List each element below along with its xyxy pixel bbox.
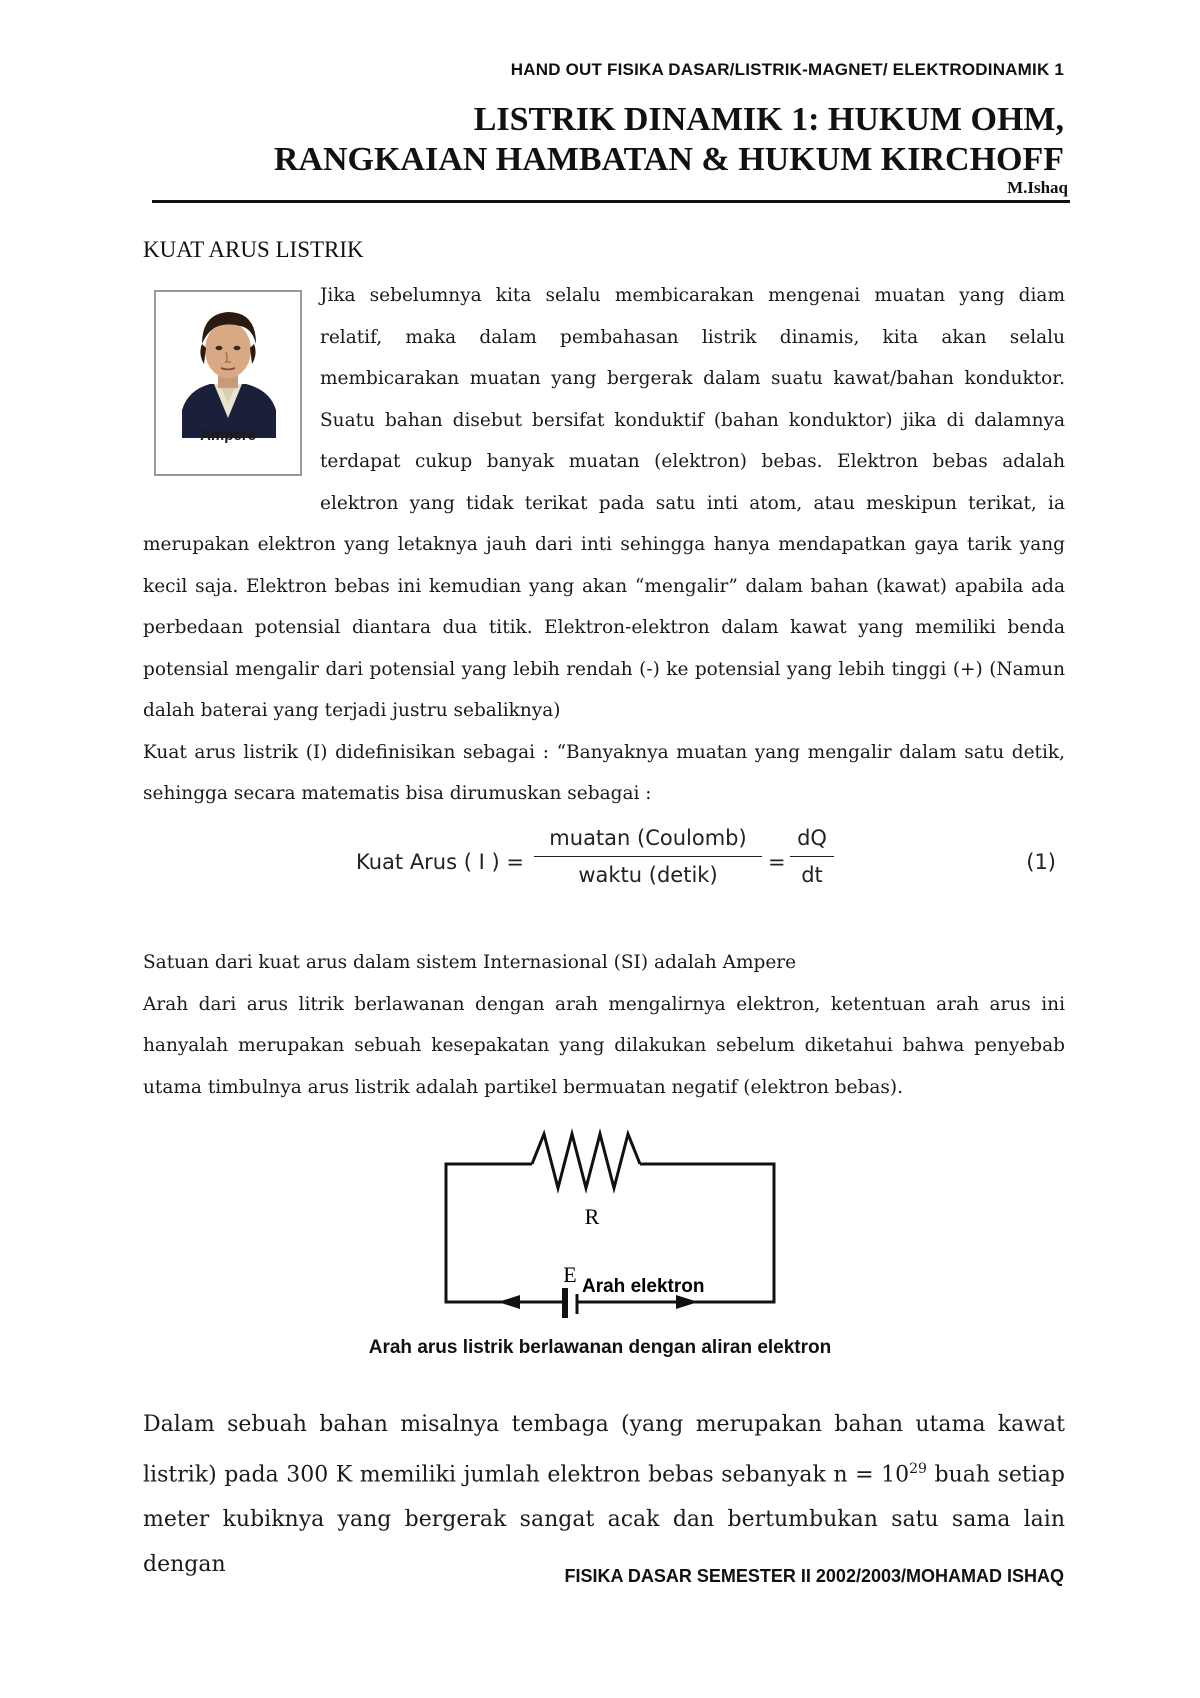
- direction-paragraph: Arah dari arus litrik berlawanan dengan arah mengalirnya elektron, ketentuan arah arus ini hanyalah merupakan sebuah kesepakatan yang dilakukan sebelum diketahui bahwa penyebab utama timbulnya arus listrik adalah partikel bermuatan negatif (elektron bebas).: [143, 993, 1065, 1098]
- equation-numerator: muatan (Coulomb): [534, 826, 762, 857]
- right-arrow-head: [676, 1295, 698, 1309]
- left-arrow-head: [498, 1295, 520, 1309]
- figure-caption: Arah arus listrik berlawanan dengan aliran elektron: [368, 1337, 832, 1358]
- current-equation: [356, 826, 1056, 896]
- resistor-zigzag: [532, 1134, 640, 1188]
- copper-text-part-2: buah setiap meter kubiknya yang bergerak sangat acak dan bertumbukan satu sama lain dengan: [143, 1462, 1065, 1578]
- page-footer: FISIKA DASAR SEMESTER II 2002/2003/MOHAMAD ISHAQ: [564, 1566, 1064, 1586]
- copper-text-part-1: Dalam sebuah bahan misalnya tembaga (yang merupakan bahan utama kawat listrik) pada 300 K memiliki jumlah elektron bebas sebanyak n = 10: [143, 1412, 1065, 1488]
- equation-numerator-2: dQ: [790, 826, 834, 857]
- copper-paragraph: [143, 1402, 1065, 1587]
- equation-lhs: Kuat Arus ( I ) =: [356, 850, 524, 874]
- si-unit-paragraph: Satuan dari kuat arus dalam sistem Internasional (SI) adalah Ampere: [143, 952, 797, 973]
- running-header: HAND OUT FISIKA DASAR/LISTRIK-MAGNET/ ELEKTRODINAMIK 1: [510, 60, 1064, 79]
- battery-label: E: [563, 1262, 577, 1287]
- circuit-wire-top-left: [446, 1164, 564, 1302]
- resistor-label: R: [584, 1204, 600, 1229]
- equation-denominator: waktu (detik): [578, 863, 718, 887]
- document-title: [164, 100, 1064, 180]
- ampere-portrait: [154, 290, 302, 476]
- title-line-1: LISTRIK DINAMIK 1: HUKUM OHM,: [473, 101, 1064, 138]
- author-name: M.Ishaq: [1007, 178, 1068, 197]
- intro-paragraph: Jika sebelumnya kita selalu membicarakan mengenai muatan yang diam relatif, maka dalam pembahasan listrik dinamis, kita akan selalu membicarakan muatan yang bergerak dalam suatu kawat/bahan konduktor. Suatu bahan disebut bersifat konduktif (bahan konduktor) jika di dalamnya terdapat cukup banyak muatan (elektron) bebas. Elektron bebas adalah elektron yang tidak terikat pada satu inti atom, atau meskipun terikat, ia merupakan elektron yang letaknya jauh dari inti sehingga hanya mendapatkan gaya tarik yang kecil saja. Elektron bebas ini kemudian yang akan “mengalir” dalam bahan (kawat) apabila ada perbedaan potensial diantara dua titik. Elektron-elektron dalam kawat yang memiliki benda potensial mengalir dari potensial yang lebih rendah (-) ke potensial yang lebih tinggi (+) (Namun dalah baterai yang terjadi justru sebaliknya): [143, 285, 1065, 721]
- equation-equals: =: [768, 850, 786, 874]
- arrow-label: Arah elektron: [582, 1276, 705, 1297]
- title-divider: [152, 200, 1070, 203]
- portrait-caption: Ampere: [200, 426, 256, 444]
- circuit-diagram: [440, 1124, 780, 1324]
- copper-exponent: 29: [909, 1461, 927, 1477]
- equation-denominator-2: dt: [801, 863, 823, 887]
- intro-paragraph-block: [143, 275, 1065, 815]
- equation-fraction-1: [534, 826, 762, 887]
- equation-fraction-2: [790, 826, 834, 887]
- equation-number: (1): [1026, 850, 1056, 874]
- unit-and-direction-block: [143, 942, 1065, 1108]
- definition-paragraph: Kuat arus listrik (I) didefinisikan sebagai : “Banyaknya muatan yang mengalir dalam satu detik, sehingga secara matematis bisa dirumuskan sebagai :: [143, 741, 1065, 804]
- title-line-2: RANGKAIAN HAMBATAN & HUKUM KIRCHOFF: [273, 141, 1064, 178]
- section-heading: KUAT ARUS LISTRIK: [143, 237, 364, 262]
